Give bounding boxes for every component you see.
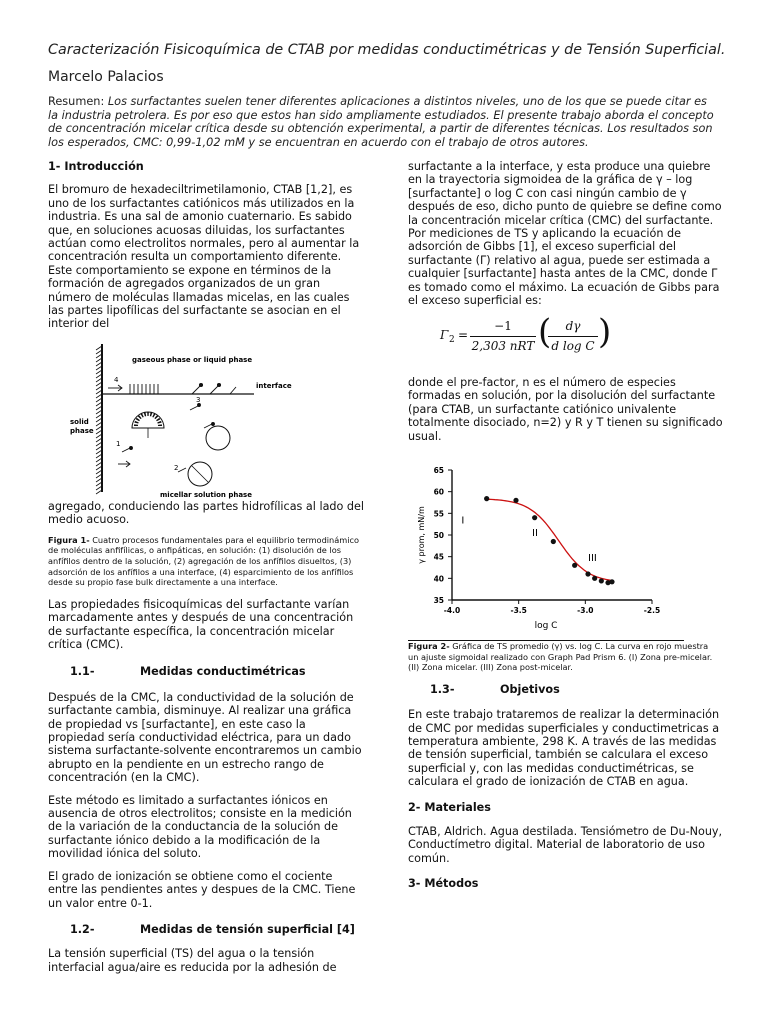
micelle-sphere	[188, 462, 212, 486]
sigmoid-fit-curve	[487, 499, 612, 580]
author-name: Marcelo Palacios	[48, 69, 164, 85]
fig1-top-label: gaseous phase or liquid phase	[132, 356, 253, 364]
eq-sub: 2	[449, 335, 455, 345]
heading-1-2-text: Medidas de tensión superficial [4]	[140, 922, 355, 936]
heading-1-1-num: 1.1-	[70, 665, 95, 679]
eq-numerator: −1	[494, 319, 512, 333]
heading-1-2	[48, 923, 364, 936]
intro-paragraph-cont: agregado, conduciendo las partes hidrofílicas al lado del medio acuoso.	[48, 500, 365, 527]
heading-2: 2- Materiales	[408, 800, 491, 814]
right-column	[408, 160, 726, 307]
y-tick-label: 50	[433, 531, 444, 540]
eq-denominator: 2,303 nRT	[471, 339, 535, 353]
eq-deriv-num: dγ	[565, 319, 581, 333]
data-point	[532, 515, 537, 520]
eq-deriv-den: d log C	[551, 339, 595, 353]
intro-heading: 1- Introducción	[48, 160, 144, 173]
abstract	[48, 95, 720, 149]
y-tick-label: 55	[433, 509, 444, 519]
fig1-num-4: 4	[114, 376, 119, 384]
left-column-cont	[48, 500, 364, 974]
x-axis-label: log C	[534, 621, 558, 631]
zone-label: I	[461, 515, 465, 527]
fig1-solid-label: solid	[70, 418, 89, 426]
conductivity-paragraph-1: Después de la CMC, la conductividad de la solución de surfactante cambia, disminuye. Al realizar una gráfica de propiedad vs [surfactante], en este caso la propiedad sería conductividad eléctrica, para un dado sistema surfactante-solvente encontraremos un cambio abrupto en la pendiente en un estrecho rango de concentración (en la CMC).	[48, 690, 362, 785]
paper-title: Caracterización Fisicoquímica de CTAB por medidas conductimétricas y de Tensión Superficial.	[48, 42, 726, 58]
figure-2-chart	[408, 454, 678, 638]
heading-1-3	[408, 683, 714, 696]
fig1-num-2: 2	[174, 464, 179, 472]
x-tick-label: -2.5	[643, 606, 661, 615]
data-point	[572, 563, 577, 568]
solid-phase-wall	[96, 344, 102, 494]
data-point	[484, 496, 489, 501]
properties-paragraph: Las propiedades fisicoquímicas del surfactante varían marcadamente antes y después de una concentración de surfactante específica, la concentración micelar crítica (CMC).	[48, 597, 354, 651]
adsorbed-micelle	[132, 412, 164, 438]
figure-1-diagram	[58, 342, 292, 500]
data-point	[609, 579, 614, 584]
conductivity-paragraph-3: El grado de ionización se obtiene como el cociente entre las pendientes antes y despues de la CMC. Tiene un valor entre 0-1.	[48, 869, 356, 910]
right-column-lower	[408, 632, 723, 891]
heading-1-3-num: 1.3-	[430, 682, 455, 696]
fig1-num-1: 1	[116, 440, 121, 448]
materials-paragraph: CTAB, Aldrich. Agua destilada. Tensiómetro de Du-Nouy, Conductímetro digital. Material de laboratorio de uso común.	[408, 825, 723, 865]
data-point	[592, 576, 597, 581]
data-point	[599, 578, 604, 583]
prefactor-paragraph: donde el pre-factor, n es el número de especies formadas en solución, por la disolución del surfactante (para CTAB, un surfactante catiónico univalente totalmente disociado, n=2) y R y T tienen su significado usual.	[408, 376, 723, 443]
y-tick-label: 35	[433, 596, 444, 605]
heading-1-3-text: Objetivos	[500, 682, 560, 696]
fig1-phase-label: phase	[70, 427, 94, 435]
surface-tension-paragraph: La tensión superficial (TS) del agua o la tensión interfacial agua/aire es reducida por la adhesión de	[48, 947, 337, 974]
eq-paren-right: )	[598, 312, 612, 352]
figure-1-caption	[48, 535, 364, 588]
figure-2-caption	[408, 641, 714, 673]
zone-label: II	[532, 527, 538, 539]
conductivity-paragraph-2: Este método es limitado a surfactantes iónicos en ausencia de otros electrolitos; consiste en la medición de la variación de la conductancia de la solución de surfactante iónico debido a la modificación de la movilidad iónica del soluto.	[48, 793, 352, 861]
eq-equals: =	[458, 328, 469, 342]
figure-1-caption-text: Cuatro procesos fundamentales para el equilibrio termodinámico de moléculas anfifílicas, o anfipáticas, en solución: (1) disolución de los anfífilos dentro de la solución, (2) agregación de los anfífilos disueltos, (3) adsorción de los anfífilos a una interface, (4) esparcimiento de los anfífilos desde su propio fase bulk directamente a una interface.	[48, 534, 360, 588]
abstract-text: Los surfactantes suelen tener diferentes aplicaciones a distintos niveles, uno de los que se puede citar es la industria petrolera. Es por eso que estos han sido ampliamente estudiados. El presente trabajo aborda el concepto de concentración micelar crítica desde su obtención experimental, a partir de diferentes técnicas. Los resultados son los esperados, CMC: 0,99-1,02 mM y se encuentran en acuerdo con el trabajo de otros autores.	[48, 95, 714, 149]
fig1-interface-label: interface	[256, 382, 292, 390]
figure-2-caption-label: Figura 2-	[408, 641, 450, 651]
y-tick-label: 65	[433, 466, 444, 475]
eq-lhs: Γ	[440, 328, 449, 342]
heading-1-1	[48, 665, 364, 678]
left-column	[48, 160, 364, 331]
heading-3: 3- Métodos	[408, 877, 479, 891]
y-tick-label: 45	[433, 552, 444, 562]
figure-2-caption-text: Gráfica de TS promedio (γ) vs. log C. La curva en rojo muestra un ajuste sigmoidal realizado con Graph Pad Prism 6. (I) Zona pre-micelar. (II) Zona micelar. (III) Zona post-micelar.	[408, 641, 713, 673]
bubble	[206, 426, 230, 450]
zone-label: III	[588, 553, 597, 564]
y-tick-label: 40	[433, 574, 444, 584]
figure-1-caption-label: Figura 1-	[48, 534, 90, 545]
fig1-num-3: 3	[196, 396, 201, 404]
fig1-bottom-label: micellar solution phase	[160, 491, 252, 499]
gibbs-equation	[440, 314, 620, 360]
y-axis-label: γ prom, mN/m	[417, 506, 426, 564]
abstract-label: Resumen:	[48, 95, 108, 108]
data-point	[513, 498, 518, 503]
objectives-paragraph: En este trabajo trataremos de realizar la determinación de CMC por medidas superficiales y conductimetricas a temperatura ambiente, 298 K. A través de las medidas de tensión superficial, también se calculara el exceso superficial y, con las medidas conductimétricas, se calculara el grado de ionización de CTAB en agua.	[408, 708, 720, 789]
y-tick-label: 60	[433, 487, 444, 497]
heading-1-1-text: Medidas conductimétricas	[140, 665, 306, 679]
x-tick-label: -3.0	[577, 606, 594, 615]
right-column-prefactor	[408, 376, 726, 443]
data-point	[585, 571, 590, 576]
gibbs-paragraph: surfactante a la interface, y esta produce una quiebre en la trayectoria sigmoidea de la gráfica de γ – log [surfactante] o log C con casi ningún cambio de γ después de eso, dicho punto de quiebre se define como la concentración micelar crítica (CMC) del surfactante. Por mediciones de TS y aplicando la ecuación de adsorción de Gibbs [1], el exceso superficial del surfactante (Γ) relativo al agua, puede ser estimada a cualquier [surfactante] hasta antes de la CMC, donde Γ es tomado como el máximo. La ecuación de Gibbs para el exceso superficial es:	[408, 160, 722, 308]
surfactant-monolayer	[108, 383, 236, 394]
eq-paren-left: (	[538, 312, 552, 352]
figure-2-rule	[408, 632, 684, 641]
x-tick-label: -4.0	[443, 606, 461, 615]
data-point	[551, 539, 556, 544]
x-tick-label: -3.5	[510, 606, 527, 615]
intro-paragraph: El bromuro de hexadeciltrimetilamonio, CTAB [1,2], es uno de los surfactantes catiónicos más utilizados en la industria. Es una sal de amonio cuaternario. Es sabido que, en soluciones acuosas diluidas, los surfactantes actúan como electrolitos normales, pero al aumentar la concentración resulta un comportamiento diferente. Este comportamiento se expone en términos de la formación de agregados organizados de un gran número de moléculas llamadas micelas, en las cuales las partes lipofílicas del surfactante se asocian en el interior del	[48, 183, 360, 331]
heading-1-2-num: 1.2-	[70, 922, 95, 936]
